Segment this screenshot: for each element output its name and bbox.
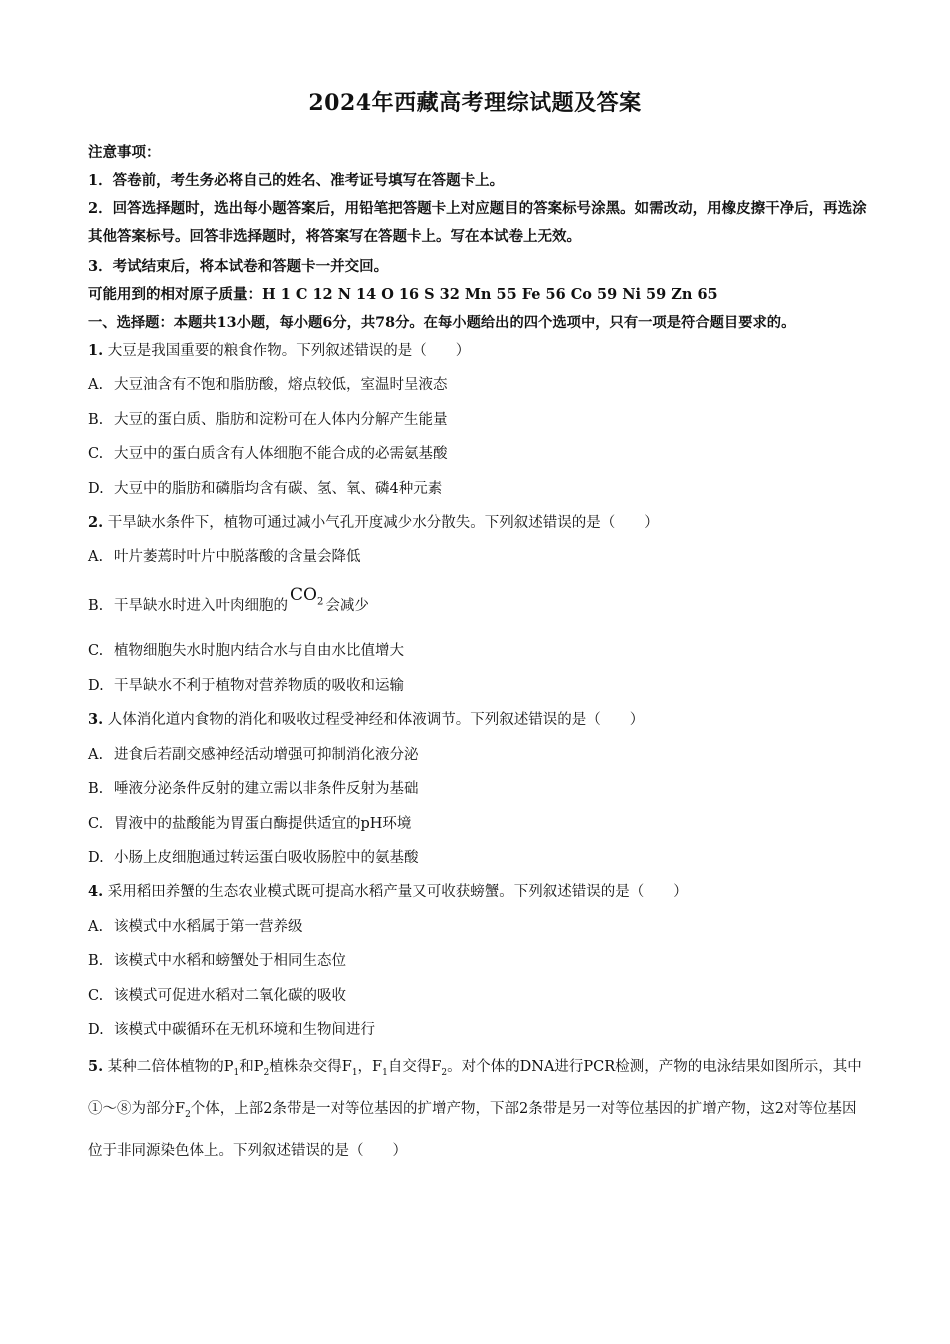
option-text: 小肠上皮细胞通过转运蛋白吸收肠腔中的氨基酸 [114, 850, 419, 866]
option-text-tail: 会减少 [325, 598, 369, 614]
option-text: 胃液中的盐酸能为胃蛋白酶提供适宜的pH环境 [114, 816, 412, 832]
question-number: 4. [88, 883, 104, 900]
option-letter: D. [88, 1022, 104, 1038]
option-letter: C. [88, 643, 104, 659]
notice-item-2: 2．回答选择题时，选出每小题答案后，用铅笔把答题卡上对应题目的答案标号涂黑。如需改动，用橡皮擦干净后，再选涂其他答案标号。回答非选择题时，将答案写在答题卡上。写在本试卷上无效。 [88, 200, 867, 245]
option-letter: A. [88, 549, 104, 565]
notice-item-1: 1．答卷前，考生务必将自己的姓名、准考证号填写在答题卡上。 [88, 172, 505, 189]
q4-option-c [88, 987, 346, 1005]
option-text: 进食后若副交感神经活动增强可抑制消化液分泌 [114, 747, 419, 763]
page-title: 2024年西藏高考理综试题及答案 [308, 90, 642, 116]
question-number: 3. [88, 711, 104, 728]
option-text: 叶片萎蔫时叶片中脱落酸的含量会降低 [114, 549, 361, 565]
option-letter: B. [88, 953, 104, 969]
q4-option-d [88, 1021, 375, 1039]
q3-option-b [88, 780, 419, 798]
co2-formula: $CO_2$ [290, 585, 324, 608]
option-letter: C. [88, 988, 104, 1004]
option-text: 干旱缺水不利于植物对营养物质的吸收和运输 [114, 678, 404, 694]
question-number: 1. [88, 342, 104, 359]
option-letter: B. [88, 412, 104, 428]
q2-option-c [88, 642, 404, 660]
option-text: 大豆中的脂肪和磷脂均含有碳、氢、氧、磷4种元素 [114, 481, 443, 497]
q4-option-a [88, 918, 303, 936]
q1-option-d [88, 480, 442, 498]
option-letter: C. [88, 816, 104, 832]
option-letter: C. [88, 446, 104, 462]
option-letter: D. [88, 481, 104, 497]
q3-option-a [88, 746, 419, 764]
question-stem: 采用稻田养蟹的生态农业模式既可提高水稻产量又可收获螃蟹。下列叙述错误的是（ ） [107, 884, 688, 900]
option-text: 该模式中碳循环在无机环境和生物间进行 [114, 1022, 375, 1038]
q3-option-d [88, 849, 419, 867]
question-stem: 干旱缺水条件下，植物可通过减小气孔开度减少水分散失。下列叙述错误的是（ ） [107, 515, 659, 531]
question-stem: 人体消化道内食物的消化和吸收过程受神经和体液调节。下列叙述错误的是（ ） [107, 712, 645, 728]
section1-heading: 一、选择题：本题共13小题，每小题6分，共78分。在每小题给出的四个选项中，只有一项是符合题目要求的。 [88, 315, 796, 331]
question-number: 2. [88, 514, 104, 531]
notice-item-3: 3．考试结束后，将本试卷和答题卡一并交回。 [88, 258, 389, 275]
q2-option-b [88, 585, 369, 621]
option-text: 该模式可促进水稻对二氧化碳的吸收 [114, 988, 346, 1004]
q1-option-a [88, 376, 448, 394]
option-letter: A. [88, 919, 104, 935]
question-4 [88, 883, 688, 901]
q1-option-c [88, 445, 448, 463]
option-text: 该模式中水稻属于第一营养级 [114, 919, 303, 935]
option-text: 大豆中的蛋白质含有人体细胞不能合成的必需氨基酸 [114, 446, 448, 462]
option-letter: A. [88, 377, 104, 393]
option-letter: B. [88, 781, 104, 797]
question-2 [88, 514, 659, 532]
option-text: 唾液分泌条件反射的建立需以非条件反射为基础 [114, 781, 419, 797]
question-3 [88, 711, 644, 729]
q4-option-b [88, 952, 346, 970]
option-letter: D. [88, 850, 104, 866]
option-letter: A. [88, 747, 104, 763]
option-text: 大豆的蛋白质、脂肪和淀粉可在人体内分解产生能量 [114, 412, 448, 428]
notice-heading: 注意事项： [88, 144, 161, 161]
q3-option-c [88, 815, 411, 833]
option-text: 植物细胞失水时胞内结合水与自由水比值增大 [114, 643, 404, 659]
q2-option-d [88, 677, 404, 695]
option-letter: B. [88, 598, 104, 614]
question-5: 5. 某种二倍体植物的$P_1$和$P_2$植株杂交得$F_1$，$F_1$自交得$F_2$。对个体的DNA进行PCR检测，产物的电泳结果如图所示，其中①～⑧为部分$F_2$个体，上部2条带是一对等位基因的扩增产物，下部2条带是另一对等位基因的扩增产物，这2对等位基因位于非同源染色体上。下列叙述错误的是（ ） [88, 1058, 862, 1159]
option-text: 大豆油含有不饱和脂肪酸，熔点较低，室温时呈液态 [114, 377, 448, 393]
q1-option-b [88, 411, 448, 429]
question-1 [88, 342, 470, 360]
atomic-masses: 可能用到的相对原子质量：H 1 C 12 N 14 O 16 S 32 Mn 55 Fe 56 Co 59 Ni 59 Zn 65 [88, 286, 718, 303]
question-stem: 大豆是我国重要的粮食作物。下列叙述错误的是（ ） [107, 343, 471, 359]
option-text: 干旱缺水时进入叶肉细胞的 [114, 598, 288, 614]
question-number: 5. [88, 1058, 104, 1075]
q2-option-a [88, 548, 361, 566]
option-letter: D. [88, 678, 104, 694]
option-text: 该模式中水稻和螃蟹处于相同生态位 [114, 953, 346, 969]
